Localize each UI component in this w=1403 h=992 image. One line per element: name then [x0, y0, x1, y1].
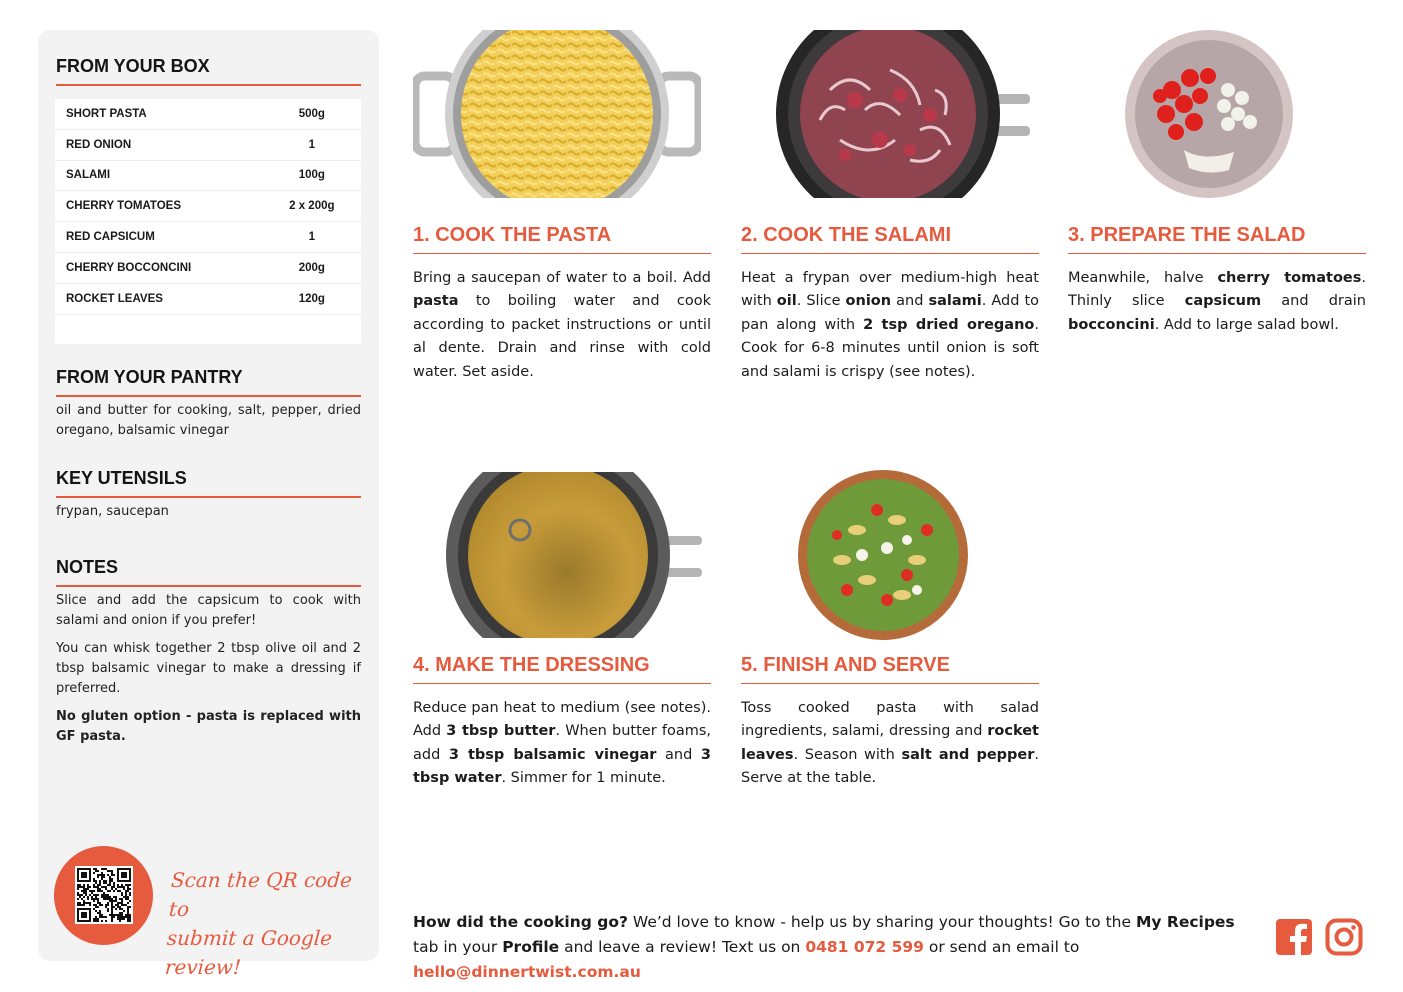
ingredients-panel	[38, 30, 379, 979]
footer-text-1: We’d love to know - help us by sharing your thoughts! Go to the	[627, 913, 1136, 931]
ingredient-qty: 500g	[298, 107, 325, 120]
qr-caption-line-2: submit a Google review!	[164, 926, 333, 979]
step-text-run: . Serve at the table.	[741, 746, 1040, 787]
step-ingredient-highlight: pasta	[413, 293, 459, 310]
step-text-run: and	[656, 746, 701, 763]
qr-badge	[54, 846, 153, 945]
step-ingredient-highlight: 2 tsp dried oregano	[863, 316, 1035, 333]
ingredient-name: SALAMI	[66, 169, 111, 182]
ingredient-qty: 2 x 200g	[289, 200, 335, 213]
ingredient-name: ROCKET LEAVES	[66, 292, 163, 305]
step-text-run: to boiling water and cook according to packet instructions or until al dente. Drain and rinse with cold water. Set aside.	[413, 293, 711, 380]
step-4-title: 4. MAKE THE DRESSING	[413, 654, 711, 684]
step-text-run: . Add to pan along with	[741, 293, 1040, 333]
salad-bowl-image	[1124, 30, 1294, 198]
step-text-run: . Add to large salad bowl.	[1154, 316, 1339, 333]
from-your-box-heading: FROM YOUR BOX	[56, 56, 361, 86]
profile-ref: Profile	[502, 938, 560, 956]
ingredient-name: RED CAPSICUM	[66, 231, 155, 244]
key-utensils-heading: KEY UTENSILS	[56, 468, 361, 498]
step-text-run: Reduce pan heat to medium (see notes). Add	[413, 700, 711, 740]
step-1-body	[413, 267, 711, 384]
step-ingredient-highlight: onion	[845, 293, 892, 310]
step-ingredient-highlight: bocconcini	[1068, 316, 1155, 333]
step-text-run: . Cook for 6-8 minutes until onion is soft and salami is crispy (see notes).	[741, 316, 1039, 380]
step-3-body	[1068, 267, 1366, 337]
email-link[interactable]: hello@dinnertwist.com.au	[413, 963, 641, 981]
ingredient-qty: 120g	[298, 292, 325, 305]
step-text-run: . Simmer for 1 minute.	[501, 770, 666, 787]
step-ingredient-highlight: cherry tomatoes	[1217, 270, 1362, 286]
step-ingredient-highlight: capsicum	[1184, 293, 1262, 310]
ingredient-qty: 100g	[298, 169, 325, 182]
step-3-title: 3. PREPARE THE SALAD	[1068, 224, 1366, 254]
step-text-run: . When butter foams, add	[413, 723, 711, 763]
pasta-colander-image	[413, 30, 701, 198]
step-ingredient-highlight: salt and pepper	[901, 746, 1035, 763]
step-5-title: 5. FINISH AND SERVE	[741, 654, 1039, 684]
review-footer	[413, 910, 1263, 985]
footer-text-2: tab in your	[413, 938, 503, 956]
step-1-title: 1. COOK THE PASTA	[413, 224, 711, 254]
qr-code-icon[interactable]	[75, 866, 133, 924]
ingredient-qty: 1	[308, 138, 316, 151]
step-text-run: and	[891, 293, 929, 310]
ingredient-row	[55, 99, 361, 130]
step-text-run: Bring a saucepan of water to a boil. Add	[413, 270, 711, 286]
notes-text	[56, 591, 361, 755]
ingredient-qty: 1	[308, 231, 316, 244]
phone-link[interactable]: 0481 072 599	[805, 938, 924, 956]
ingredient-qty: 200g	[298, 261, 325, 274]
step-2-title: 2. COOK THE SALAMI	[741, 224, 1039, 254]
footer-question: How did the cooking go?	[413, 913, 628, 931]
ingredient-row	[55, 130, 361, 161]
note-gluten-free: No gluten option - pasta is replaced with GF pasta.	[56, 709, 361, 744]
ingredient-name: RED ONION	[66, 138, 132, 151]
step-text-run: . Season with	[793, 746, 902, 763]
note-1: Slice and add the capsicum to cook with salami and onion if you prefer!	[56, 593, 361, 628]
qr-caption-line-1: Scan the QR code to	[168, 868, 353, 921]
salami-frypan-image	[770, 30, 1032, 198]
footer-text-4: or send an email to	[923, 938, 1080, 956]
step-5-body	[741, 697, 1039, 791]
ingredient-row	[55, 253, 361, 284]
notes-heading: NOTES	[56, 557, 361, 587]
step-text-run: Toss cooked pasta with salad ingredients, salami, dressing and	[741, 700, 1039, 740]
instagram-icon[interactable]	[1325, 918, 1363, 956]
step-ingredient-highlight: 3 tbsp butter	[446, 723, 556, 740]
from-your-pantry-heading: FROM YOUR PANTRY	[56, 367, 361, 397]
pantry-text: oil and butter for cooking, salt, pepper, dried oregano, balsamic vinegar	[56, 403, 361, 438]
step-text-run: . Thinly slice	[1068, 270, 1367, 310]
finished-salad-image	[797, 470, 969, 640]
step-4-body	[413, 697, 711, 791]
ingredient-row	[55, 222, 361, 253]
ingredient-row	[55, 191, 361, 222]
step-text-run: Heat a frypan over medium-high heat with	[741, 270, 1039, 310]
ingredients-table	[55, 99, 361, 344]
step-ingredient-highlight: rocket leaves	[741, 723, 1039, 763]
step-text-run: and drain	[1261, 293, 1366, 310]
step-ingredient-highlight: oil	[776, 293, 797, 310]
my-recipes-tab-ref: My Recipes	[1135, 913, 1235, 931]
utensils-text: frypan, saucepan	[56, 504, 169, 519]
footer-text-3: and leave a review! Text us on	[559, 938, 806, 956]
facebook-icon[interactable]	[1275, 918, 1313, 956]
ingredient-name: CHERRY TOMATOES	[66, 200, 182, 213]
step-text-run: . Slice	[796, 293, 846, 310]
step-2-body	[741, 267, 1039, 384]
step-ingredient-highlight: 3 tbsp water	[413, 746, 711, 787]
step-text-run: Meanwhile, halve	[1068, 270, 1218, 286]
step-ingredient-highlight: salami	[928, 293, 982, 310]
step-ingredient-highlight: 3 tbsp balsamic vinegar	[448, 746, 657, 763]
note-2: You can whisk together 2 tbsp olive oil and 2 tbsp balsamic vinegar to make a dressing if preferred.	[56, 641, 361, 696]
ingredient-name: CHERRY BOCCONCINI	[66, 261, 192, 274]
dressing-pan-image	[440, 472, 702, 638]
ingredient-row	[55, 284, 361, 315]
qr-caption	[164, 866, 372, 982]
ingredient-name: SHORT PASTA	[66, 107, 147, 120]
ingredient-row	[55, 161, 361, 192]
